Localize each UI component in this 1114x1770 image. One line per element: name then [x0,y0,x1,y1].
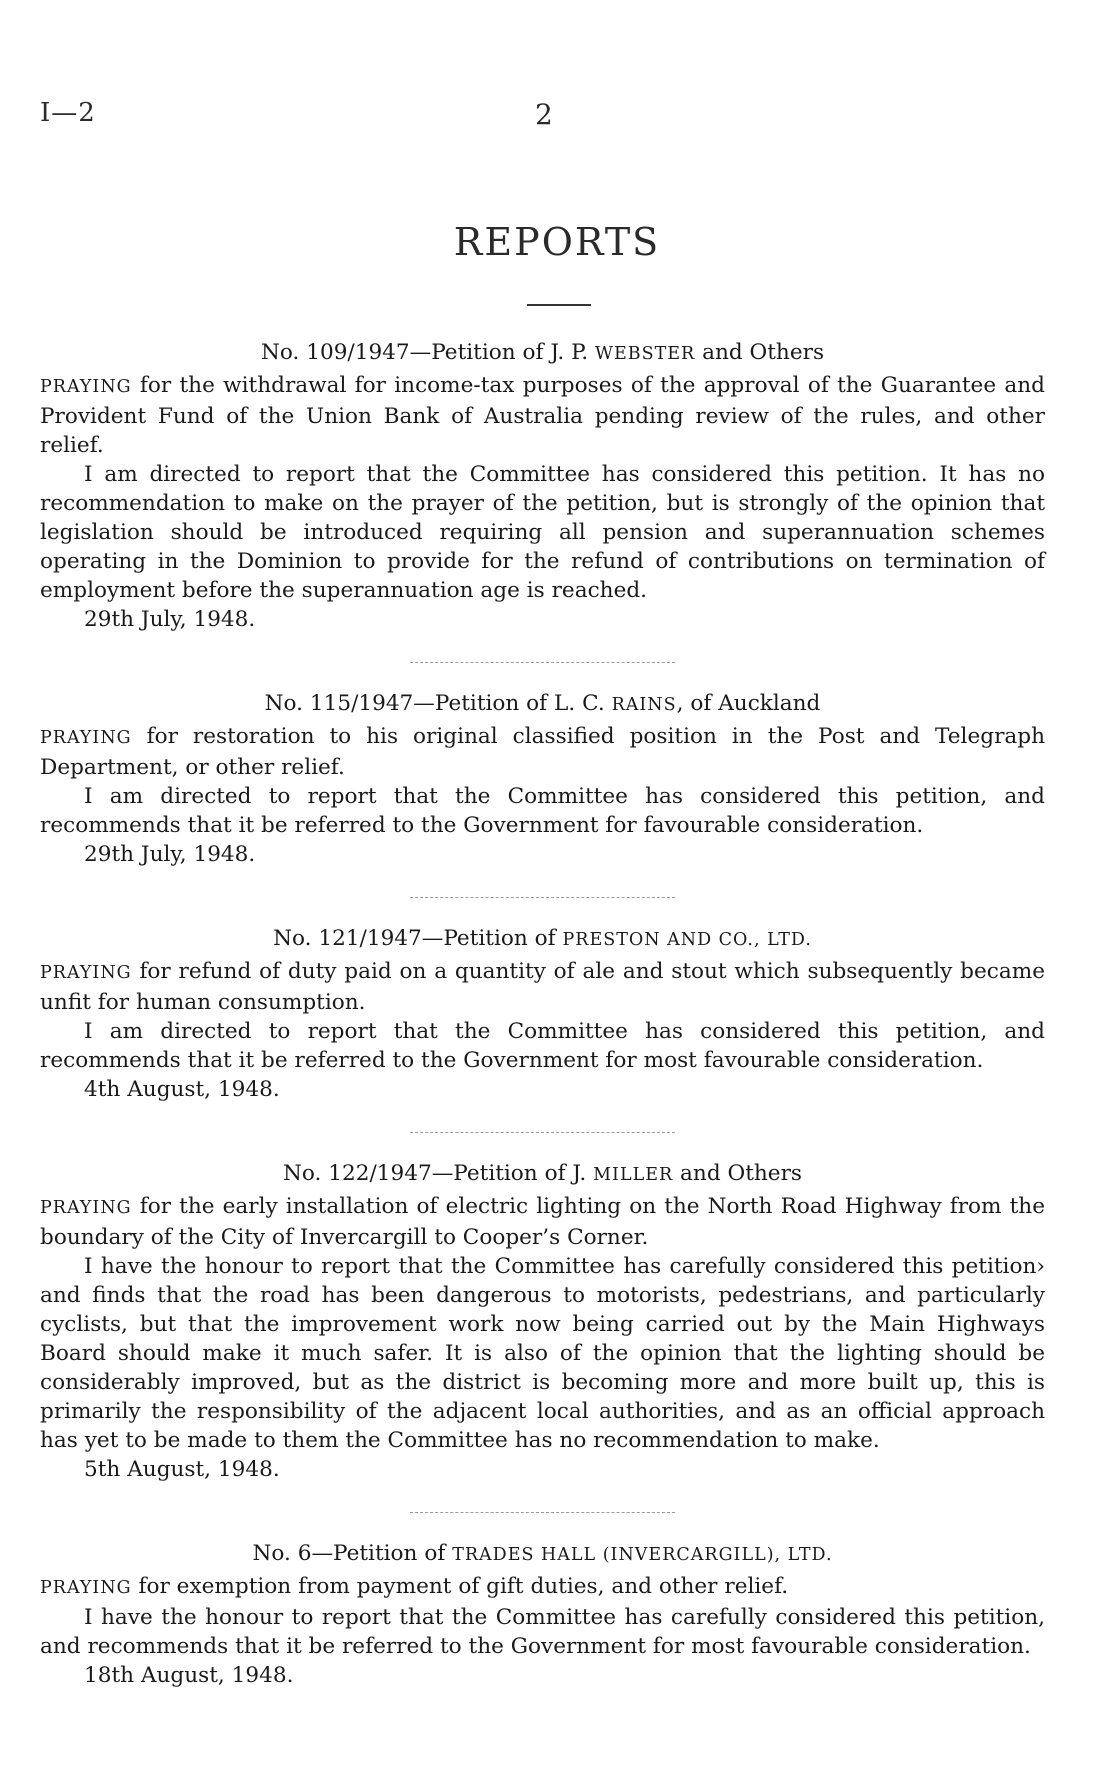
section-divider [410,897,675,898]
committee-report: I am directed to report that the Committee has considered this petition, and recommends that it be referred to the Government for favourable consideration. [40,784,1045,838]
prayer-lead: PRAYING [40,963,132,983]
petition-heading-suffix: , of Auckland [676,691,821,716]
petition-heading [40,1159,1045,1190]
petition-heading-prefix: No. 6—Petition of [252,1541,453,1566]
petition-entry [40,1159,1045,1484]
committee-report: I have the honour to report that the Committee has carefully considered this petition› and finds that the road has been dangerous to motorists, pedestrians, and particularly cyclists, but that the improvement work now being carried out by the Main Highways Board should make it much safer. It is also of the opinion that the lighting should be considerably improved, but as the district is becoming more and more built up, this is primarily the responsibility of the adjacent local authorities, and as an official approach has yet to be made to them the Committee has no recommendation to make. [40,1254,1045,1453]
petitions-list [40,338,1045,1690]
petition-prayer [40,1572,1045,1603]
petition-heading [40,924,1045,955]
petition-heading-prefix: No. 121/1947—Petition of [273,926,563,951]
report-date: 18th August, 1948. [84,1663,294,1688]
prayer-text: for restoration to his original classified position in the Post and Telegraph Department, or other relief. [40,724,1045,780]
petitioner-name: TRADES HALL (INVERCARGILL), LTD. [452,1545,833,1565]
prayer-lead: PRAYING [40,728,132,748]
petition-prayer [40,371,1045,460]
section-divider [410,1132,675,1133]
report-date: 29th July, 1948. [84,842,256,867]
page-number: 2 [535,98,553,131]
prayer-lead: PRAYING [40,1198,132,1218]
petition-heading-suffix: and Others [695,340,825,365]
petitioner-name: RAINS [611,695,677,715]
prayer-text: for exemption from payment of gift duties, and other relief. [131,1574,789,1599]
petition-prayer [40,957,1045,1017]
petitioner-name: PRESTON AND CO., LTD. [562,930,812,950]
petition-entry [40,338,1045,634]
report-date: 4th August, 1948. [84,1077,280,1102]
petition-heading [40,689,1045,720]
petition-heading-prefix: No. 122/1947—Petition of J. [283,1161,594,1186]
petition-entry [40,924,1045,1104]
petition-heading-prefix: No. 115/1947—Petition of L. C. [264,691,612,716]
petition-heading-prefix: No. 109/1947—Petition of J. P. [260,340,595,365]
prayer-text: for the withdrawal for income-tax purposes of the approval of the Guarantee and Provident Fund of the Union Bank of Australia pending review of the rules, and other relief. [40,373,1045,458]
section-divider [410,662,675,663]
petitioner-name: MILLER [593,1165,674,1185]
petitioner-name: WEBSTER [594,344,696,364]
report-date: 5th August, 1948. [84,1457,280,1482]
committee-report: I have the honour to report that the Committee has carefully considered this petition, and recommends that it be referred to the Government for most favourable consideration. [40,1605,1045,1659]
prayer-text: for refund of duty paid on a quantity of ale and stout which subsequently became unfit for human consumption. [40,959,1045,1015]
petition-prayer [40,722,1045,782]
title-divider [527,304,591,306]
committee-report: I am directed to report that the Committee has considered this petition. It has no recommendation to make on the prayer of the petition, but is strongly of the opinion that legislation should be introduced requiring all pension and superannuation schemes operating in the Dominion to provide for the refund of contributions on termination of employment before the superannuation age is reached. [40,462,1045,603]
petition-entry [40,1539,1045,1690]
document-code: I—2 [40,98,96,128]
petition-entry [40,689,1045,869]
prayer-lead: PRAYING [40,1578,132,1598]
prayer-lead: PRAYING [40,377,132,397]
petition-heading-suffix: and Others [673,1161,802,1186]
page-title: REPORTS [453,220,661,264]
petition-prayer [40,1192,1045,1252]
committee-report: I am directed to report that the Committee has considered this petition, and recommends that it be referred to the Government for most favourable consideration. [40,1019,1045,1073]
prayer-text: for the early installation of electric lighting on the North Road Highway from the boundary of the City of Invercargill to Cooper’s Corner. [40,1194,1045,1250]
section-divider [410,1512,675,1513]
petition-heading [40,338,1045,369]
petition-heading [40,1539,1045,1570]
report-date: 29th July, 1948. [84,607,256,632]
